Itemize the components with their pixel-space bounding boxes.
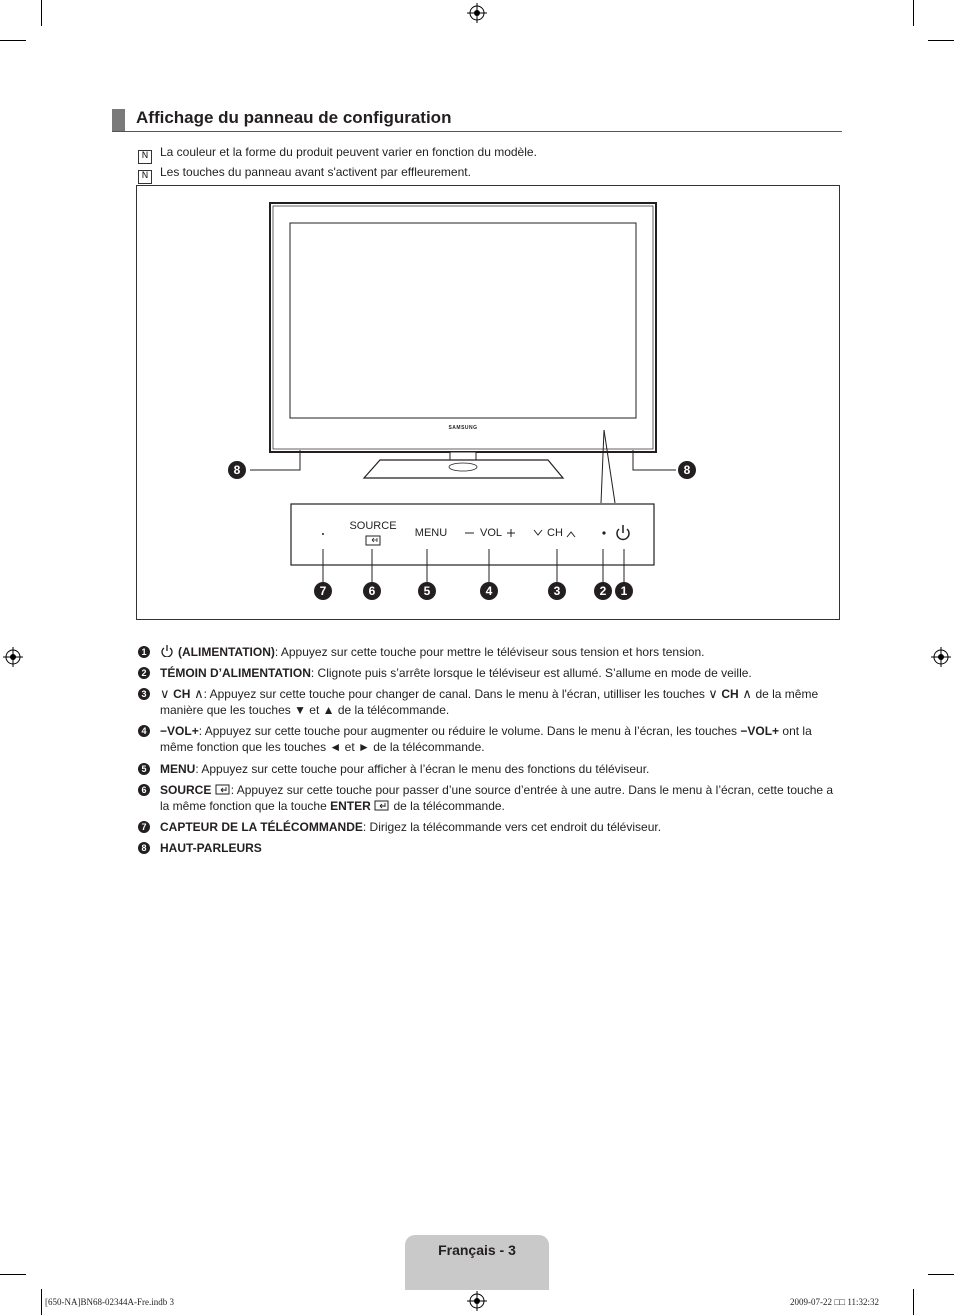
list-item [138,723,843,755]
item-title: MENU [160,762,196,776]
item-text: : Appuyez sur cette touche pour changer de canal. Dans le menu à l'écran, utilliser les touches [203,687,705,701]
list-item [138,761,843,777]
item-title: CAPTEUR DE LA TÉLÉCOMMANDE [160,820,363,834]
list-item [138,686,843,718]
callout-badge: 8 [228,461,246,479]
item-number: 1 [138,646,150,658]
minus-icon: − [160,724,168,738]
file-info: [650-NA]BN68-02344A-Fre.indb 3 [45,1297,174,1307]
chevron-up-icon: ∧ [190,686,204,701]
item-number: 8 [138,842,150,854]
item-text-2: ont la même fonction que les touches ◄ et ► de la télécommande. [160,724,812,754]
vol-button-label: VOL [479,527,502,539]
item-text: : Clignote puis s’arrête lorsque le téléviseur est allumé. S’allume en mode de veille. [310,666,752,680]
crop-mark [913,1289,914,1315]
crop-mark [0,40,26,41]
item-title: TÉMOIN D’ALIMENTATION [160,666,311,680]
registration-mark-icon [931,647,951,667]
chevron-up-icon: ∧ [738,686,756,701]
ch-button-label: CH [547,527,563,539]
item-title: HAUT-PARLEURS [160,841,262,855]
item-number: 7 [138,821,150,833]
source-button-label: SOURCE [349,520,397,532]
date-info: 2009-07-22 □□ 11:32:32 [790,1297,880,1307]
menu-button-label: MENU [414,527,448,539]
item-text: : Appuyez sur cette touche pour augmenter ou réduire le volume. Dans le menu à l’écran, les touches [198,724,738,738]
minus-icon: − [740,724,748,738]
item-text: : Appuyez sur cette touche pour afficher à l’écran le menu des fonctions du téléviseur. [195,762,650,776]
item-title: SOURCE [160,783,212,797]
item-title-2: CH [721,687,739,701]
list-item [138,819,843,835]
callout-badge: 7 [314,582,332,600]
item-number: 3 [138,688,150,700]
crop-mark [0,1274,26,1275]
item-text: : Dirigez la télécommande vers cet endroit du téléviseur. [362,820,662,834]
note-item [138,145,537,164]
crop-mark [928,40,954,41]
item-number: 6 [138,784,150,796]
registration-mark-icon [3,647,23,667]
callout-badge: 4 [480,582,498,600]
enter-icon [374,800,390,811]
chevron-down-icon: ∨ [708,686,722,701]
list-item [138,665,843,681]
source-icon [215,784,231,795]
callout-badge: 1 [615,582,633,600]
item-text-2: de la même manière que les touches ▼ et ▲ de la télécommande. [160,687,819,717]
item-title: VOL [167,724,192,738]
note-icon: N [138,150,152,164]
item-number: 5 [138,763,150,775]
list-item [138,840,843,856]
section-rule [112,131,842,132]
item-text-2: de la télécommande. [393,799,505,813]
note-icon: N [138,170,152,184]
chevron-down-icon: ∨ [160,686,174,701]
item-text: : Appuyez sur cette touche pour passer d’une source d’entrée à une autre. Dans le menu à l’écran, cette touche a la même fonction que la touche [160,783,834,813]
page-number: Français - 3 [438,1242,516,1258]
list-item [138,644,843,660]
registration-mark-icon [467,3,487,23]
callout-badge: 2 [594,582,612,600]
callout-badge: 3 [548,582,566,600]
crop-mark [928,1274,954,1275]
section-marker [112,109,125,131]
list-item [138,782,843,814]
brand-logo: SAMSUNG [448,425,478,431]
note-item [138,165,471,184]
plus-icon: + [772,724,780,738]
callout-badge: 6 [363,582,381,600]
item-title: (ALIMENTATION) [178,645,275,659]
item-title-2: ENTER [330,799,371,813]
plus-icon: + [191,724,199,738]
callout-badge: 5 [418,582,436,600]
crop-mark [41,0,42,26]
registration-mark-icon [467,1291,487,1311]
tv-illustration [137,186,839,619]
note-text: La couleur et la forme du produit peuvent varier en fonction du modèle. [160,145,537,159]
item-number: 2 [138,667,150,679]
item-title: CH [173,687,191,701]
item-number: 4 [138,725,150,737]
callout-badge: 8 [678,461,696,479]
crop-mark [41,1289,42,1315]
item-text: : Appuyez sur cette touche pour mettre le téléviseur sous tension et hors tension. [274,645,705,659]
crop-mark [913,0,914,26]
item-title-2: VOL [747,724,773,738]
power-icon [160,645,174,657]
section-title: Affichage du panneau de configuration [136,108,452,127]
note-text: Les touches du panneau avant s'activent par effleurement. [160,165,471,179]
